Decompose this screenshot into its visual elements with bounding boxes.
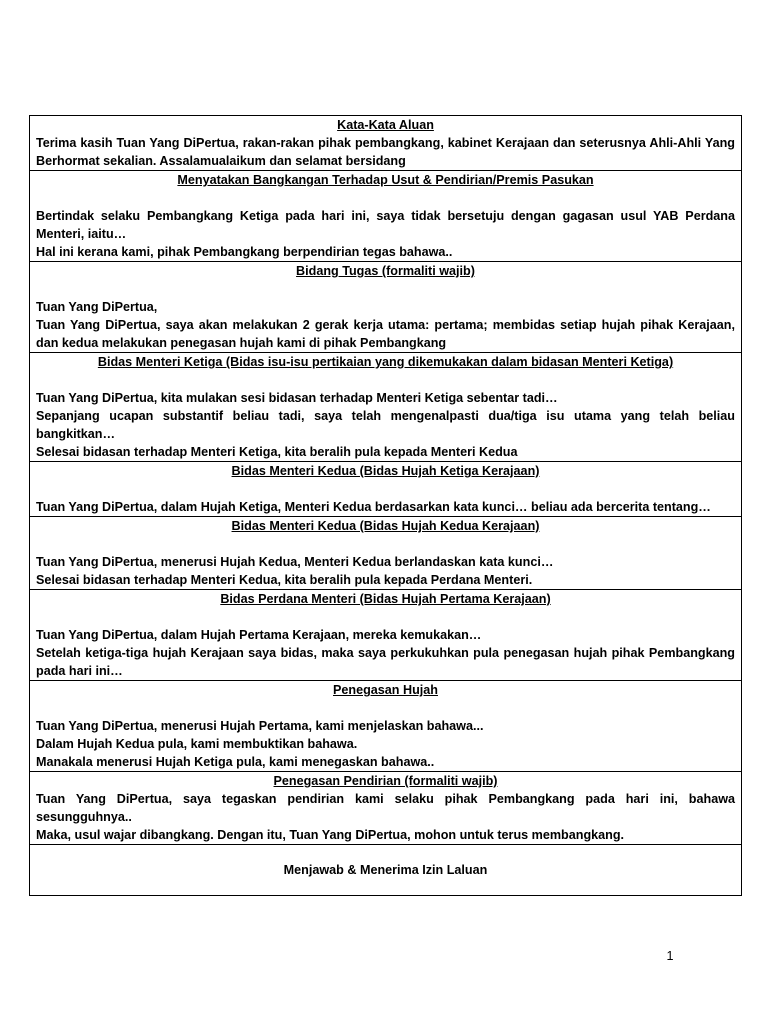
- section-bidas-menteri-kedua-hujah-kedua: [30, 517, 741, 590]
- section-menyatakan-bangkangan: [30, 171, 741, 262]
- speech-outline-table: [29, 115, 742, 896]
- section-paragraph: Tuan Yang DiPertua, dalam Hujah Ketiga, Menteri Kedua berdasarkan kata kunci… beliau ada bercerita tentang…: [36, 500, 711, 514]
- page-number: 1: [666, 949, 674, 963]
- section-heading: Bidang Tugas (formaliti wajib): [296, 264, 475, 278]
- section-bidas-menteri-ketiga: [30, 353, 741, 462]
- section-bidas-perdana-menteri: [30, 590, 741, 681]
- section-heading: Menyatakan Bangkangan Terhadap Usut & Pendirian/Premis Pasukan: [177, 173, 594, 187]
- section-paragraph: Tuan Yang DiPertua, menerusi Hujah Pertama, kami menjelaskan bahawa...: [36, 719, 484, 733]
- section-paragraph: Terima kasih Tuan Yang DiPertua, rakan-rakan pihak pembangkang, kabinet Kerajaan dan seterusnya Ahli-Ahli Yang Berhormat sekalian. Assalamualaikum dan selamat bersidang: [36, 136, 735, 168]
- section-paragraph: Tuan Yang DiPertua, menerusi Hujah Kedua, Menteri Kedua berlandaskan kata kunci…: [36, 555, 554, 569]
- section-heading: Bidas Menteri Ketiga (Bidas isu-isu pertikaian yang dikemukakan dalam bidasan Menteri Ketiga): [97, 355, 674, 369]
- section-bidang-tugas: [30, 262, 741, 353]
- section-penegasan-hujah: [30, 681, 741, 772]
- section-paragraph: Dalam Hujah Kedua pula, kami membuktikan bahawa.: [36, 737, 358, 751]
- section-heading: Bidas Menteri Kedua (Bidas Hujah Kedua Kerajaan): [231, 519, 540, 533]
- section-heading: Penegasan Pendirian (formaliti wajib): [273, 774, 498, 788]
- section-kata-kata-aluan: [30, 116, 741, 171]
- section-heading: Penegasan Hujah: [333, 683, 438, 697]
- section-paragraph: Setelah ketiga-tiga hujah Kerajaan saya bidas, maka saya perkukuhkan pula penegasan hujah pihak Pembangkang pada hari ini…: [36, 646, 735, 678]
- section-paragraph: Tuan Yang DiPertua, dalam Hujah Pertama Kerajaan, mereka kemukakan…: [36, 628, 482, 642]
- section-heading: Kata-Kata Aluan: [337, 118, 434, 132]
- section-paragraph: Manakala menerusi Hujah Ketiga pula, kami menegaskan bahawa..: [36, 755, 435, 769]
- section-paragraph: Selesai bidasan terhadap Menteri Kedua, kita beralih pula kepada Perdana Menteri.: [36, 573, 533, 587]
- section-paragraph: Sepanjang ucapan substantif beliau tadi, saya telah mengenalpasti dua/tiga isu utama yang telah beliau bangkitkan…: [36, 409, 735, 441]
- section-paragraph: Tuan Yang DiPertua, saya tegaskan pendirian kami selaku pihak Pembangkang pada hari ini, bahawa sesungguhnya..: [36, 792, 735, 824]
- section-closing: [30, 845, 741, 895]
- section-heading: Bidas Perdana Menteri (Bidas Hujah Pertama Kerajaan): [220, 592, 551, 606]
- closing-text: Menjawab & Menerima Izin Laluan: [283, 863, 488, 877]
- section-paragraph: Selesai bidasan terhadap Menteri Ketiga, kita beralih pula kepada Menteri Kedua: [36, 445, 518, 459]
- section-paragraph: Hal ini kerana kami, pihak Pembangkang berpendirian tegas bahawa..: [36, 245, 453, 259]
- section-heading: Bidas Menteri Kedua (Bidas Hujah Ketiga Kerajaan): [231, 464, 540, 478]
- section-paragraph: Maka, usul wajar dibangkang. Dengan itu, Tuan Yang DiPertua, mohon untuk terus membangkang.: [36, 828, 625, 842]
- section-penegasan-pendirian: [30, 772, 741, 845]
- section-paragraph: Bertindak selaku Pembangkang Ketiga pada hari ini, saya tidak bersetuju dengan gagasan usul YAB Perdana Menteri, iaitu…: [36, 209, 735, 241]
- section-paragraph: Tuan Yang DiPertua, kita mulakan sesi bidasan terhadap Menteri Ketiga sebentar tadi…: [36, 391, 558, 405]
- section-paragraph: Tuan Yang DiPertua,: [36, 300, 158, 314]
- section-bidas-menteri-kedua-hujah-ketiga: [30, 462, 741, 517]
- section-paragraph: Tuan Yang DiPertua, saya akan melakukan 2 gerak kerja utama: pertama; membidas setiap hujah pihak Kerajaan, dan kedua melakukan penegasan hujah kami di pihak Pembangkang: [36, 318, 735, 350]
